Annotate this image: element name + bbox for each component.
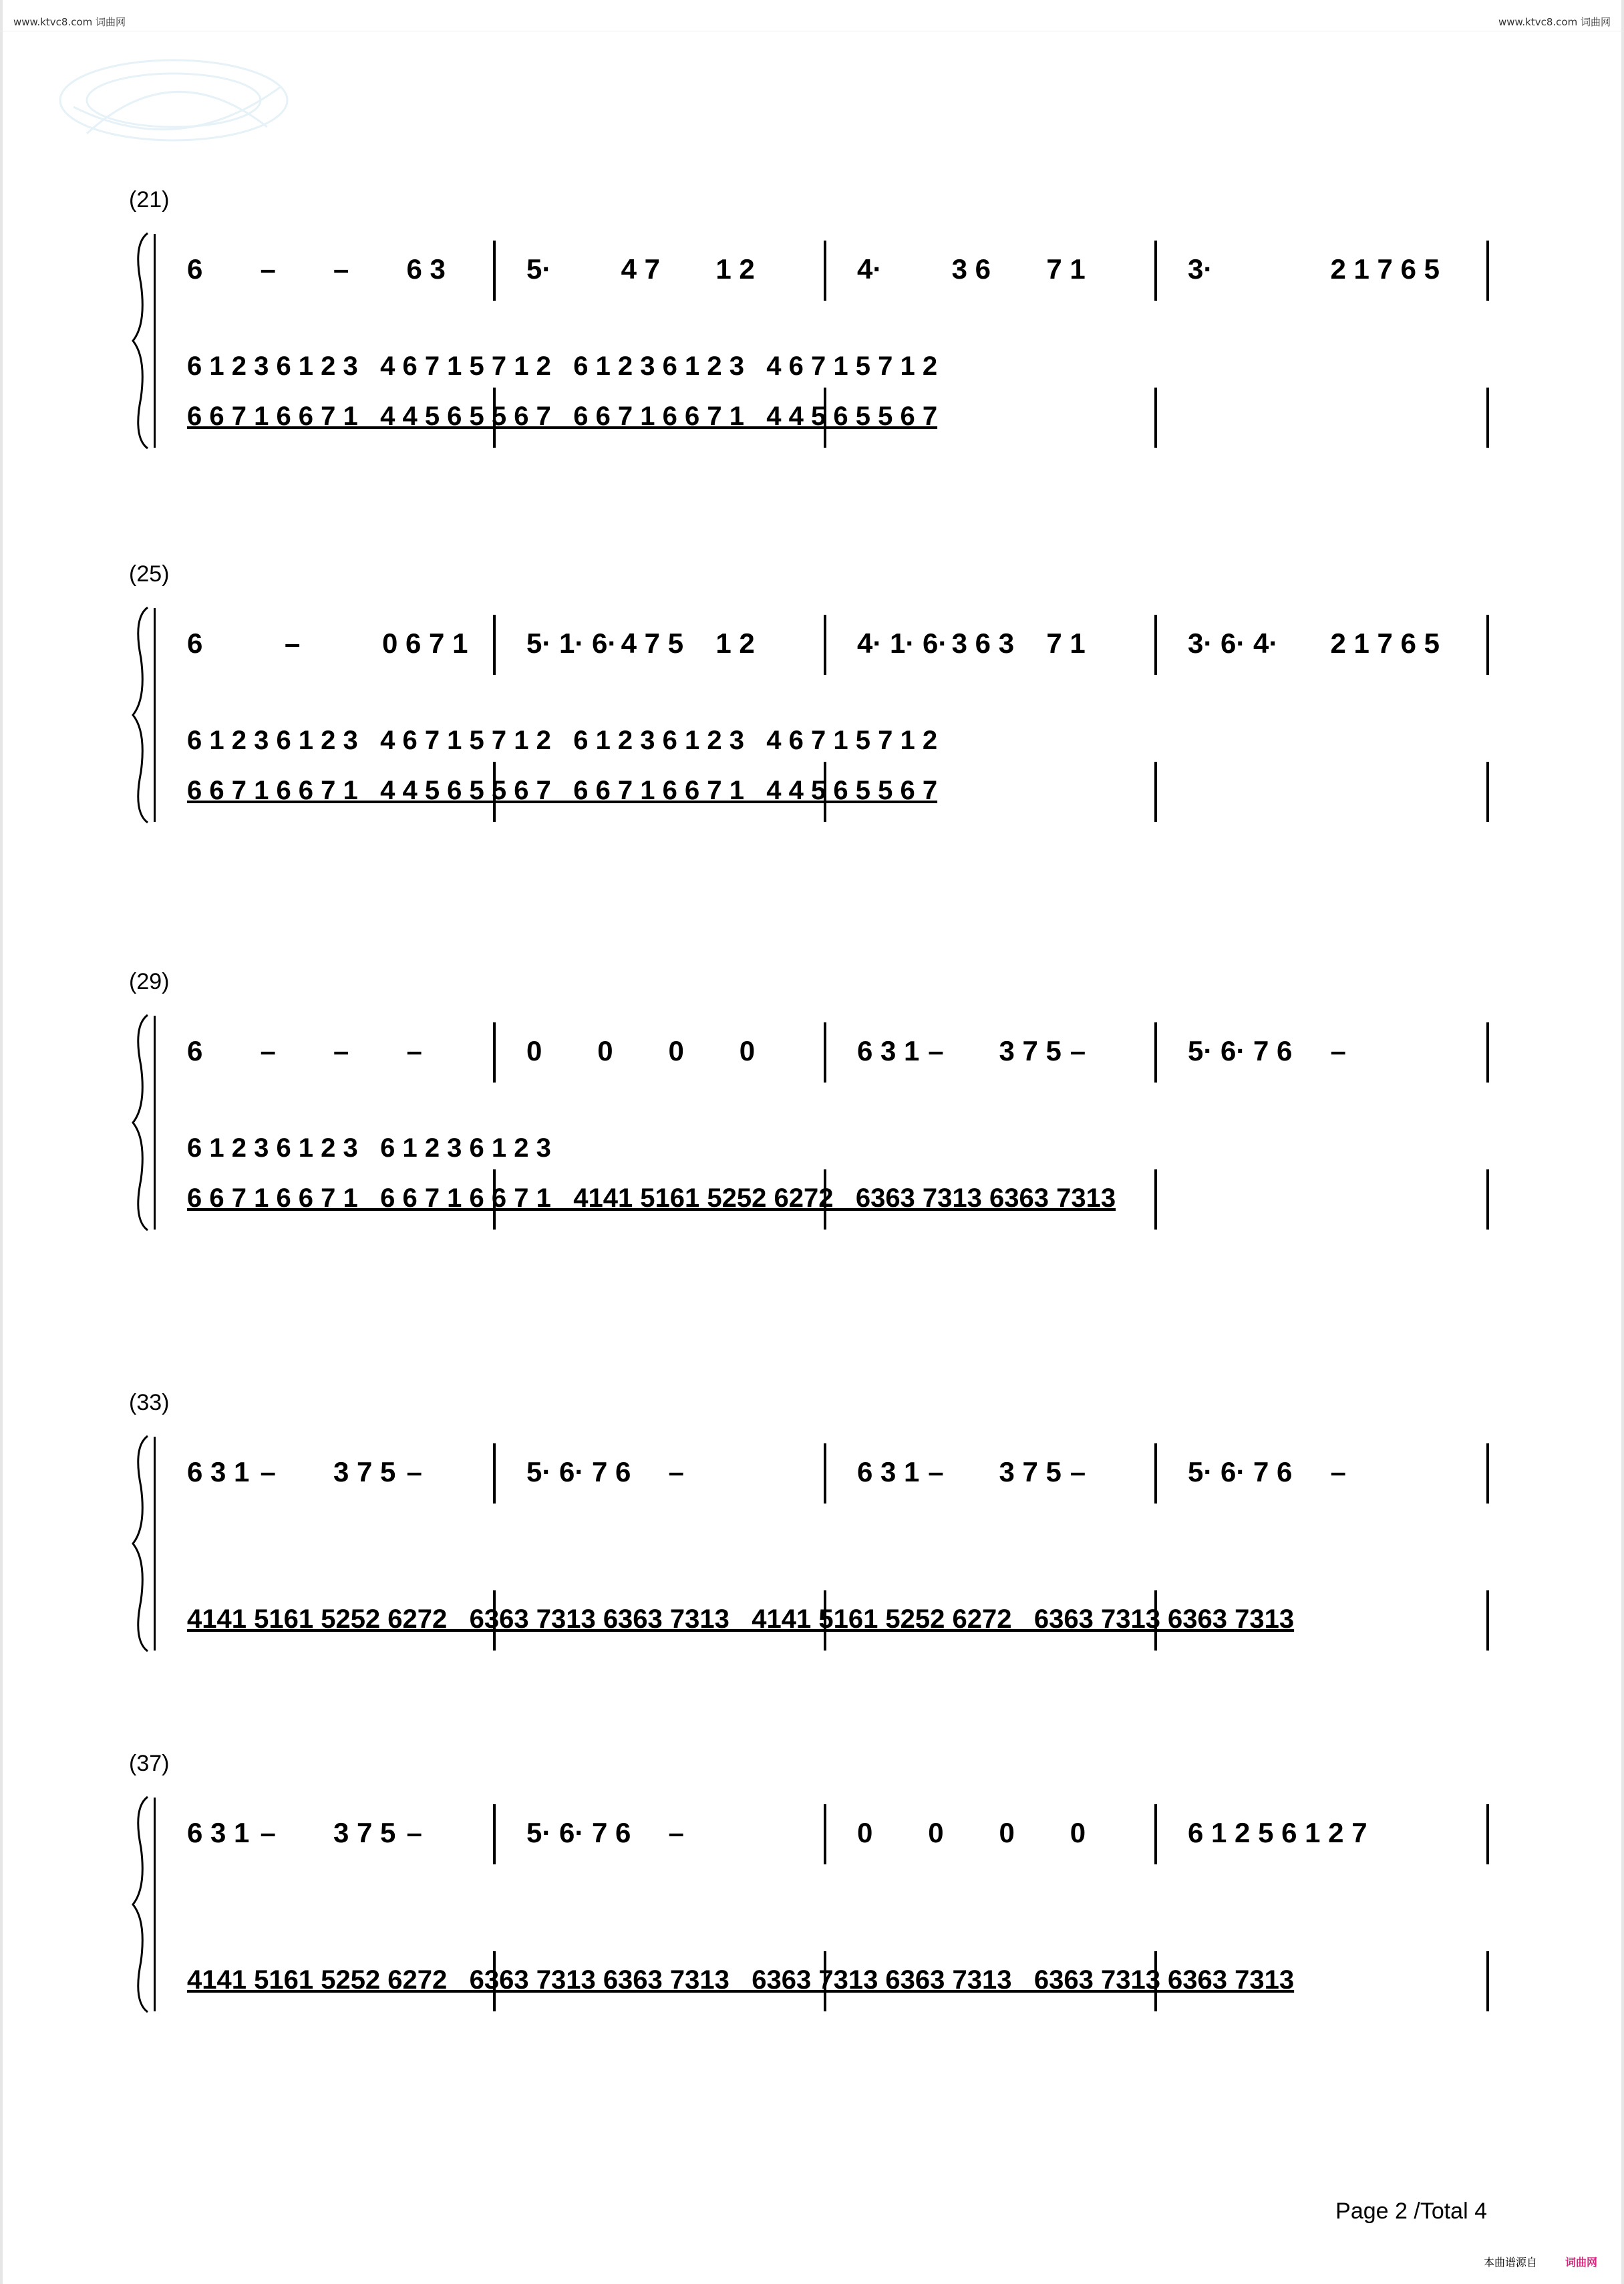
bar-line-upper [824,1022,826,1083]
bar-line-upper [824,1804,826,1864]
bar-line-upper [493,1443,496,1504]
melody-note: – [928,1456,944,1487]
melody-note: 1 2 [715,627,755,659]
melody-note: 6 [187,627,203,659]
bar-line-upper [824,241,826,301]
melody-note: 0 [999,1817,1015,1848]
melody-note: 4· [857,253,882,285]
bar-line-upper [1154,1804,1157,1864]
melody-note: 0 [668,1035,684,1066]
melody-note: – [406,1817,422,1848]
melody-note: – [260,1456,276,1487]
bar-line-upper [1486,241,1489,301]
melody-note: 0 [739,1035,756,1066]
bar-line-upper [1486,615,1489,675]
melody-note: 5· 6· 7 6 [526,1817,631,1848]
accompaniment-top-row: 6 1 2 3 6 1 2 3 6 1 2 3 6 1 2 3 [187,1133,551,1163]
system-start-line [154,1016,156,1230]
bar-line-upper [1154,241,1157,301]
site-mark: 词曲网 [1565,2257,1597,2269]
melody-note: – [333,253,349,285]
melody-note: 6 1 2 5 6 1 2 7 [1188,1817,1367,1848]
melody-note: – [928,1035,944,1066]
melody-note: 3 6 3 [951,627,1015,659]
melody-note: 3 7 5 [333,1456,396,1487]
melody-note: 7 1 [1046,627,1086,659]
brace [130,231,150,451]
melody-note: 5· 6· 7 6 [1188,1456,1293,1487]
melody-note: – [406,1456,422,1487]
bar-line-upper [493,1022,496,1083]
page-indicator: Page 2 /Total 4 [1335,2198,1487,2224]
accompaniment-bottom-row: 6 6 7 1 6 6 7 1 6 6 7 1 6 6 7 1 4141 5161 5252 6272 6363 7313 6363 7313 [187,1183,1116,1213]
brace [130,605,150,825]
system-start-line [154,1437,156,1651]
melody-note: 0 [526,1035,542,1066]
bar-line-upper [1486,1443,1489,1504]
measure-number: (21) [129,187,170,212]
measure-number: (29) [129,969,170,994]
melody-note: – [1070,1035,1086,1066]
system-start-line [154,234,156,448]
bar-line-upper [493,615,496,675]
melody-note: 3 7 5 [333,1817,396,1848]
accompaniment-bottom-row: 6 6 7 1 6 6 7 1 4 4 5 6 5 5 6 7 6 6 7 1 6 6 7 1 4 4 5 6 5 5 6 7 [187,402,938,431]
melody-note: – [260,1035,276,1066]
melody-note: 6 [187,253,203,285]
header-left-site: www.ktvc8.com 词曲网 [13,16,126,28]
melody-note: 0 [857,1817,873,1848]
melody-note: 3 6 [951,253,991,285]
brace [130,1012,150,1233]
melody-note: 4· 1· 6· [857,627,948,659]
melody-note: – [406,1035,422,1066]
watermark-logo [47,27,301,174]
accompaniment-bottom-row: 4141 5161 5252 6272 6363 7313 6363 7313 4141 5161 5252 6272 6363 7313 6363 7313 [187,1604,1295,1634]
melody-note: 6 3 [406,253,446,285]
melody-note: 5· 6· 7 6 [526,1456,631,1487]
melody-note: 0 6 7 1 [382,627,468,659]
right-page-edge [1621,0,1624,2284]
bar-line-upper [1486,1022,1489,1083]
accompaniment-bottom-row: 6 6 7 1 6 6 7 1 4 4 5 6 5 5 6 7 6 6 7 1 6 6 7 1 4 4 5 6 5 5 6 7 [187,776,938,805]
brace [130,1794,150,2015]
melody-note: 6 3 1 [857,1035,920,1066]
bar-line-upper [493,1804,496,1864]
melody-note: – [1070,1456,1086,1487]
melody-note: 5· 1· 6· [526,627,617,659]
melody-note: – [1330,1035,1346,1066]
measure-number: (37) [129,1751,170,1776]
melody-note: 2 1 7 6 5 [1330,253,1440,285]
melody-note: 5· 6· 7 6 [1188,1035,1293,1066]
melody-note: 3 7 5 [999,1456,1062,1487]
measure-number: (25) [129,561,170,587]
system-start-line [154,608,156,822]
left-page-edge [0,0,3,2284]
melody-note: 3 7 5 [999,1035,1062,1066]
bar-line-upper [824,615,826,675]
melody-note: 2 1 7 6 5 [1330,627,1440,659]
melody-note: 6 3 1 [857,1456,920,1487]
melody-note: 1 2 [715,253,755,285]
melody-note: – [260,253,276,285]
source-mark: 本曲谱源自 [1483,2257,1537,2269]
melody-note: – [285,627,301,659]
bar-line-upper [1154,1022,1157,1083]
melody-note: 5· [526,253,552,285]
bar-line-upper [1154,615,1157,675]
accompaniment-top-row: 6 1 2 3 6 1 2 3 4 6 7 1 5 7 1 2 6 1 2 3 6 1 2 3 4 6 7 1 5 7 1 2 [187,726,938,755]
measure-number: (33) [129,1390,170,1415]
melody-note: – [260,1817,276,1848]
melody-note: 0 [1070,1817,1086,1848]
melody-note: – [668,1817,684,1848]
melody-note: 6 3 1 [187,1817,250,1848]
melody-note: 6 [187,1035,203,1066]
bar-line-upper [824,1443,826,1504]
accompaniment-bottom-row: 4141 5161 5252 6272 6363 7313 6363 7313 6363 7313 6363 7313 6363 7313 6363 7313 [187,1965,1295,1995]
melody-note: 3· 6· 4· [1188,627,1279,659]
melody-note: 0 [928,1817,944,1848]
melody-note: – [333,1035,349,1066]
melody-note: 3· [1188,253,1213,285]
melody-note: – [1330,1456,1346,1487]
brace [130,1433,150,1654]
bar-line-upper [1154,1443,1157,1504]
bar-line-upper [1486,1804,1489,1864]
accompaniment-top-row: 6 1 2 3 6 1 2 3 4 6 7 1 5 7 1 2 6 1 2 3 6 1 2 3 4 6 7 1 5 7 1 2 [187,351,938,381]
melody-note: 6 3 1 [187,1456,250,1487]
bar-line-upper [493,241,496,301]
melody-note: 0 [597,1035,613,1066]
melody-note: 7 1 [1046,253,1086,285]
header-right-site: www.ktvc8.com 词曲网 [1498,16,1611,28]
melody-note: 4 7 5 [621,627,684,659]
melody-note: – [668,1456,684,1487]
system-start-line [154,1798,156,2011]
melody-note: 4 7 [621,253,661,285]
